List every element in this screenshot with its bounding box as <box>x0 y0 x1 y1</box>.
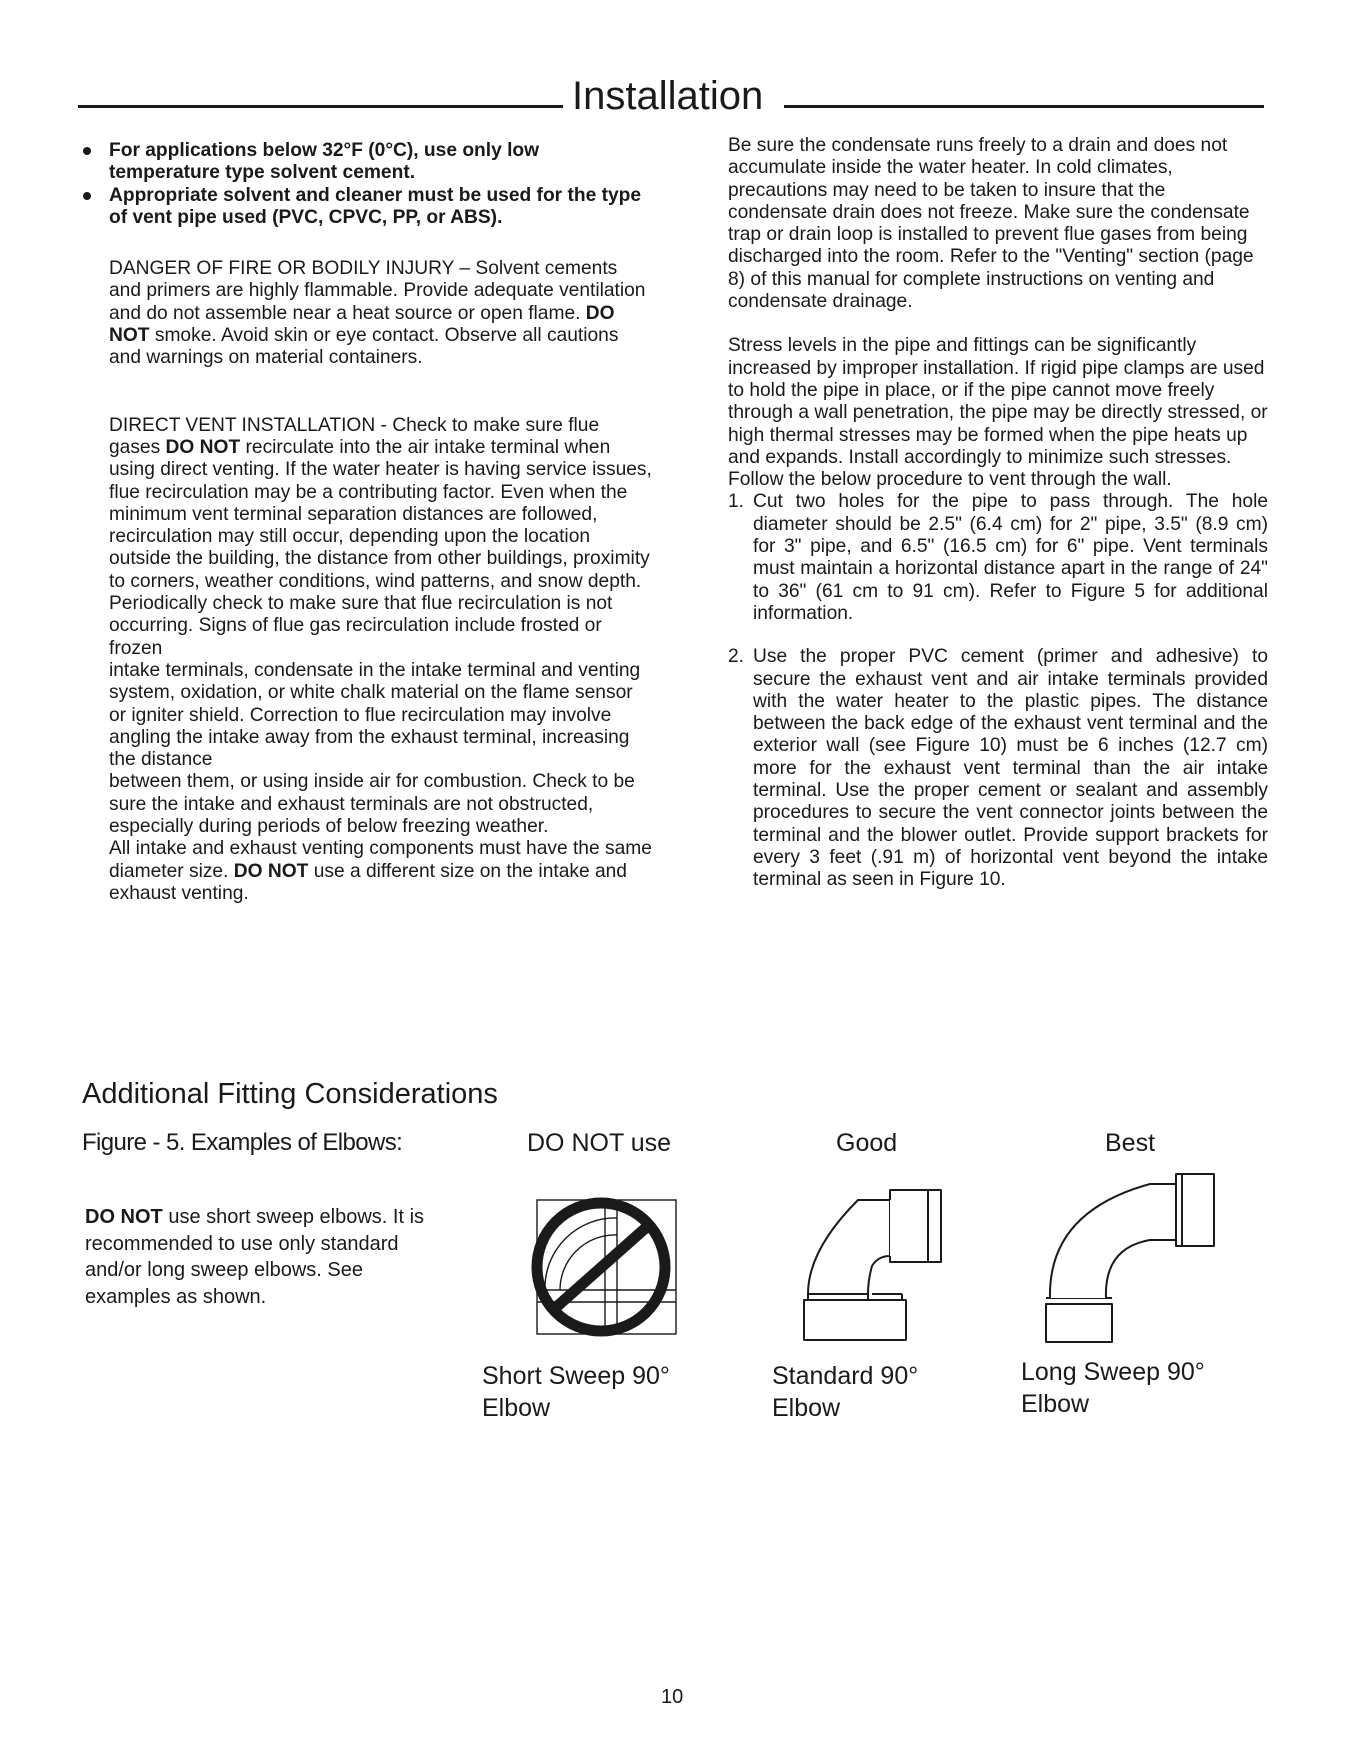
do-not-emphasis: DO NOT <box>165 436 241 458</box>
procedure-step <box>728 646 1268 891</box>
caption-short-sweep <box>482 1360 670 1424</box>
caption-line: Short Sweep 90° <box>482 1362 670 1390</box>
direct-vent-paragraph <box>78 415 653 660</box>
standard-elbow-icon <box>798 1180 948 1345</box>
bullet-list <box>78 140 653 229</box>
stress-paragraph: Stress levels in the pipe and fittings can be significantly increased by improper installation. If rigid pipe clamps are used to hold the pipe in place, or if the pipe cannot move freely through a wall penetration, the pipe may be directly stressed, or high thermal stresses may be formed when the pipe heats up and expands. Install accordingly to minimize such stresses. Follow the below procedure to vent through the wall. <box>728 335 1268 491</box>
caption-standard <box>772 1360 918 1424</box>
column-heading-do-not-use: DO NOT use <box>527 1129 672 1157</box>
step-text: Cut two holes for the pipe to pass through. The hole diameter should be 2.5" (6.4 cm) for 2" pipe, 3.5" (8.9 cm) for 3" pipe, and 6.5" (16.5 cm) for 6" pipe. Vent terminals must maintain a horizontal distance apart in the range of 24" to 36" (61 cm to 91 cm). Refer to Figure 5 for additional information. <box>753 491 1268 624</box>
bullet-item: For applications below 32°F (0°C), use only low temperature type solvent cement. <box>78 140 653 185</box>
do-not-emphasis: DO NOT <box>109 302 615 347</box>
procedure-step <box>728 491 1268 625</box>
caption-line: Elbow <box>1021 1390 1090 1418</box>
direct-vent-paragraph-3: between them, or using inside air for combustion. Check to be sure the intake and exhaust terminals are not obstructed, especially during periods of below freezing weather. <box>109 771 635 838</box>
direct-vent-paragraph-4 <box>78 838 653 905</box>
figure-note-text: use short sweep elbows. It is recommended to use only standard and/or long sweep elbows. See examples as shown. <box>85 1206 425 1308</box>
right-column <box>728 135 1268 892</box>
page-header <box>78 70 1264 120</box>
prohibited-short-sweep-elbow-icon <box>505 1190 697 1340</box>
danger-text: DANGER OF FIRE OR BODILY INJURY – Solvent cements and primers are highly flammable. Provide adequate ventilation and do not assemble near a heat source or open flame. <box>109 258 646 324</box>
page-number: 10 <box>661 1686 684 1708</box>
header-rule-left <box>78 105 563 108</box>
danger-paragraph <box>78 258 653 369</box>
column-heading-good: Good <box>836 1129 898 1157</box>
figure-note <box>85 1204 445 1310</box>
diameter-text: All intake and exhaust venting components must have the same diameter size. <box>109 838 652 882</box>
direct-vent-paragraph-2: intake terminals, condensate in the intake terminal and venting system, oxidation, or white chalk material on the flame sensor or igniter shield. Correction to flue recirculation may involve angling the intake away from the exhaust terminal, increasing the distance <box>109 659 641 771</box>
step-text: Use the proper PVC cement (primer and adhesive) to secure the exhaust vent and air intake terminals provided with the water heater to the plastic pipes. The distance between the back edge of the exhaust vent terminal and the exterior wall (see Figure 10) must be 6 inches (12.7 cm) more for the exhaust vent terminal than the air intake terminal. Use the proper cement or sealant and assembly procedures to secure the vent connector joints between the terminal and the blower outlet. Provide support brackets for every 3 feet (.91 m) of horizontal vent beyond the intake terminal as seen in Figure 10. <box>753 646 1268 891</box>
caption-line: Elbow <box>772 1394 841 1422</box>
step-number: 2. <box>728 646 745 668</box>
direct-vent-text-tail: recirculate into the air intake terminal when using direct venting. If the water heater is having service issues, flue recirculation may be a contributing factor. Even when the minimum vent terminal separation distances are followed, recirculation may still occur, depending upon the location outside the building, the distance from other buildings, proximity to corners, weather conditions, wind patterns, and snow depth. Periodically check to make sure that flue recirculation is not occurring. Signs of flue gas recirculation include frosted or frozen <box>109 436 652 659</box>
caption-line: Elbow <box>482 1394 551 1422</box>
caption-line: Standard 90° <box>772 1362 919 1390</box>
caption-line: Long Sweep 90° <box>1021 1358 1205 1386</box>
condensate-paragraph: Be sure the condensate runs freely to a drain and does not accumulate inside the water heater. In cold climates, precautions may need to be taken to insure that the condensate drain does not freeze. Make sure the condensate trap or drain loop is installed to prevent flue gases from being discharged into the room. Refer to the "Venting" section (page 8) of this manual for complete instructions on venting and condensate drainage. <box>728 135 1254 313</box>
long-sweep-elbow-icon <box>1040 1172 1220 1347</box>
section-title: Additional Fitting Considerations <box>82 1078 498 1110</box>
caption-long-sweep <box>1021 1356 1205 1420</box>
figure-title: Figure - 5. Examples of Elbows: <box>82 1129 403 1156</box>
step-number: 1. <box>728 491 745 513</box>
left-column <box>78 140 653 905</box>
do-not-emphasis: DO NOT <box>233 860 309 882</box>
column-heading-best: Best <box>1105 1129 1156 1157</box>
danger-text-tail: smoke. Avoid skin or eye contact. Observe all cautions and warnings on material containers. <box>109 325 619 369</box>
header-rule-right <box>784 105 1264 108</box>
procedure-list <box>728 491 1268 891</box>
page-title: Installation <box>572 74 764 118</box>
diameter-text-tail: use a different size on the intake and exhaust venting. <box>109 860 627 904</box>
direct-vent-text: DIRECT VENT INSTALLATION - Check to make sure flue gases <box>109 414 600 458</box>
do-not-emphasis: DO NOT <box>85 1206 163 1228</box>
bullet-item: Appropriate solvent and cleaner must be used for the type of vent pipe used (PVC, CPVC, PP, or ABS). <box>78 185 653 230</box>
